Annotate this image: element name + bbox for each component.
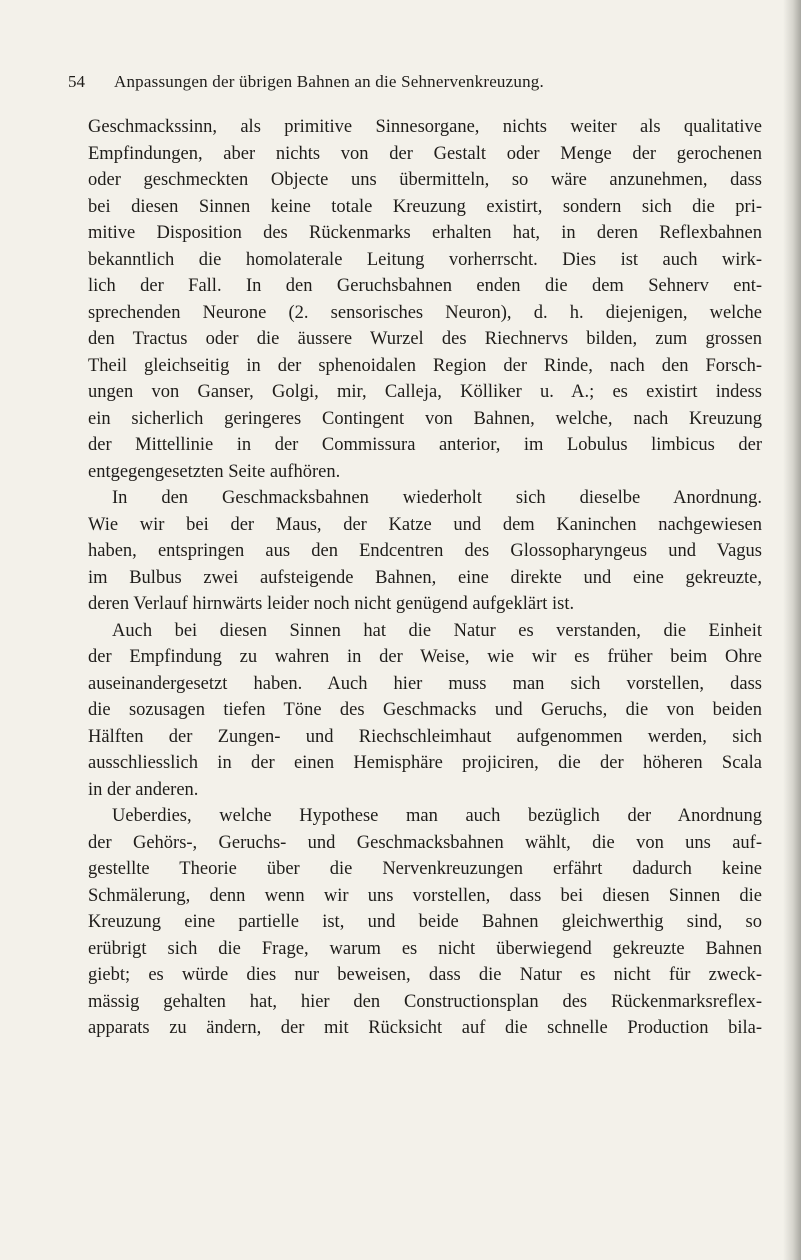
text-line: auseinandergesetzt haben. Auch hier muss man sich vorstellen, dass [88,673,762,694]
text-line: ungen von Ganser, Golgi, mir, Calleja, Kölliker u. A.; es existirt indess [88,382,762,402]
text-line: sprechenden Neurone (2. sensorisches Neuron), d. h. diejenigen, welche [88,302,762,323]
body-text [88,114,762,1042]
text-line: ausschliesslich in der einen Hemisphäre projiciren, die der höheren Scala [88,753,762,773]
text-line: Hälften der Zungen- und Riechschleimhaut aufgenommen werden, sich [88,726,762,747]
text-line: deren Verlauf hirnwärts leider noch nicht genügend aufgeklärt ist. [88,594,575,614]
text-line: oder geschmeckten Objecte uns übermitteln, so wäre anzunehmen, dass [88,170,762,190]
text-line: lich der Fall. In den Geruchsbahnen enden die dem Sehnerv ent- [88,276,762,296]
text-line: Schmälerung, denn wenn wir uns vorstellen, dass bei diesen Sinnen die [88,885,762,906]
text-line: giebt; es würde dies nur beweisen, dass die Natur es nicht für zweck- [88,965,762,985]
text-line: entgegengesetzten Seite aufhören. [88,461,341,482]
text-line: Ueberdies, welche Hypothese man auch bezüglich der Anordnung [112,806,762,826]
text-line: der Gehörs-, Geruchs- und Geschmacksbahnen wählt, die von uns auf- [88,832,762,853]
running-title: Anpassungen der übrigen Bahnen an die Sehnervenkreuzung. [114,72,544,91]
text-line: mässig gehalten hat, hier den Constructionsplan des Rückenmarksreflex- [88,991,762,1012]
text-line: bei diesen Sinnen keine totale Kreuzung existirt, sondern sich die pri- [88,196,762,217]
text-line: Kreuzung eine partielle ist, und beide Bahnen gleichwerthig sind, so [88,912,762,932]
page-header [68,70,758,94]
text-line: gestellte Theorie über die Nervenkreuzungen erfährt dadurch keine [88,859,762,879]
text-line: die sozusagen tiefen Töne des Geschmacks und Geruchs, die von beiden [88,700,762,720]
text-line: der Mittellinie in der Commissura anterior, im Lobulus limbicus der [88,435,762,455]
text-line: ein sicherlich geringeres Contingent von Bahnen, welche, nach Kreuzung [88,408,762,429]
text-line: im Bulbus zwei aufsteigende Bahnen, eine direkte und eine gekreuzte, [88,567,762,588]
text-line: Theil gleichseitig in der sphenoidalen Region der Rinde, nach den Forsch- [88,355,762,376]
text-line: Empfindungen, aber nichts von der Gestalt oder Menge der gerochenen [88,143,762,164]
text-line: erübrigt sich die Frage, warum es nicht überwiegend gekreuzte Bahnen [88,938,762,959]
page-edge-shadow [783,0,801,1260]
text-line: apparats zu ändern, der mit Rücksicht auf die schnelle Production bila- [88,1018,762,1038]
text-line: den Tractus oder die äussere Wurzel des Riechnervs bilden, zum grossen [88,329,762,349]
text-line: Wie wir bei der Maus, der Katze und dem Kaninchen nachgewiesen [88,514,762,535]
text-line: mitive Disposition des Rückenmarks erhalten hat, in deren Reflexbahnen [88,223,762,243]
text-line: in der anderen. [88,779,199,800]
text-line: Auch bei diesen Sinnen hat die Natur es verstanden, die Einheit [112,620,762,641]
text-line: In den Geschmacksbahnen wiederholt sich dieselbe Anordnung. [112,488,762,508]
text-line: bekanntlich die homolaterale Leitung vorherrscht. Dies ist auch wirk- [88,249,762,270]
text-line: haben, entspringen aus den Endcentren des Glossopharyngeus und Vagus [88,541,762,561]
text-line: der Empfindung zu wahren in der Weise, wie wir es früher beim Ohre [88,647,762,667]
page-number: 54 [68,72,85,91]
text-line: Geschmackssinn, als primitive Sinnesorgane, nichts weiter als qualitative [88,117,762,137]
